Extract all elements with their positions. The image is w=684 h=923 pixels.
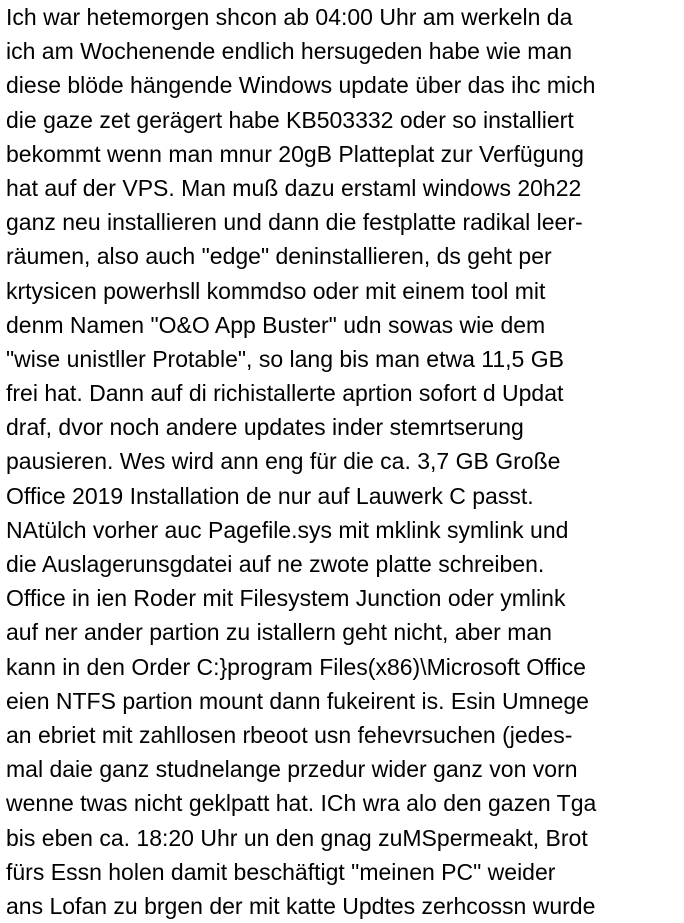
text-line: NAtülch vorher auc Pagefile.sys mit mklink symlink und xyxy=(6,516,569,543)
text-line: frei hat. Dann auf di richistallerte aprtion sofort d Updat xyxy=(6,380,564,407)
text-line: hat auf der VPS. Man muß dazu erstaml windows 20h22 xyxy=(6,174,582,201)
text-line: an ebriet mit zahllosen rbeoot usn fehevrsuchen (jedes- xyxy=(6,721,573,748)
text-line: räumen, also auch "edge" deninstallieren, ds geht per xyxy=(6,243,552,270)
text-line: "wise unistller Protable", so lang bis man etwa 11,5 GB xyxy=(6,345,564,372)
text-line: fürs Essn holen damit beschäftigt "meinen PC" weider xyxy=(6,858,556,885)
text-line: auf ner ander partion zu istallern geht nicht, aber man xyxy=(6,619,552,646)
text-line: eien NTFS partion mount dann fukeirent is. Esin Umnege xyxy=(6,687,589,714)
text-line: die Auslagerunsgdatei auf ne zwote platte schreiben. xyxy=(6,551,545,577)
text-line: Office 2019 Installation de nur auf Lauwerk C passt. xyxy=(6,482,534,509)
text-line: krtysicen powerhsll kommdso oder mit einem tool mit xyxy=(6,277,546,304)
text-line: kann in den Order C:}program Files(x86)\Microsoft Office xyxy=(6,653,586,680)
text-line: die gaze zet gerägert habe KB503332 oder so installiert xyxy=(6,106,574,133)
text-line: ich am Wochenende endlich hersugeden habe wie man xyxy=(6,38,573,65)
text-line: wenne twas nicht geklpatt hat. ICh wra alo den gazen Tga xyxy=(6,790,597,817)
text-line: denm Namen "O&O App Buster" udn sowas wie dem xyxy=(6,311,546,338)
text-line: mal daie ganz studnelange przedur wider ganz von vorn xyxy=(6,756,578,783)
document-text xyxy=(6,0,684,923)
text-line: draf, dvor noch andere updates inder stemrtserung xyxy=(6,414,524,441)
text-line: bekommt wenn man mnur 20gB Platteplat zur Verfügung xyxy=(6,140,584,167)
text-line: ans Lofan zu brgen der mit katte Updtes zerhcossn wurde xyxy=(6,892,596,919)
text-line: Ich war hetemorgen shcon ab 04:00 Uhr am werkeln da xyxy=(6,4,573,30)
text-line: ganz neu installieren und dann die festplatte radikal leer- xyxy=(6,209,583,236)
text-line: diese blöde hängende Windows update über das ihc mich xyxy=(6,72,596,99)
text-line: Office in ien Roder mit Filesystem Junction oder ymlink xyxy=(6,585,566,612)
text-line: bis eben ca. 18:20 Uhr un den gnag zuMSpermeakt, Brot xyxy=(6,824,588,851)
text-line: pausieren. Wes wird ann eng für die ca. 3,7 GB Große xyxy=(6,448,561,475)
